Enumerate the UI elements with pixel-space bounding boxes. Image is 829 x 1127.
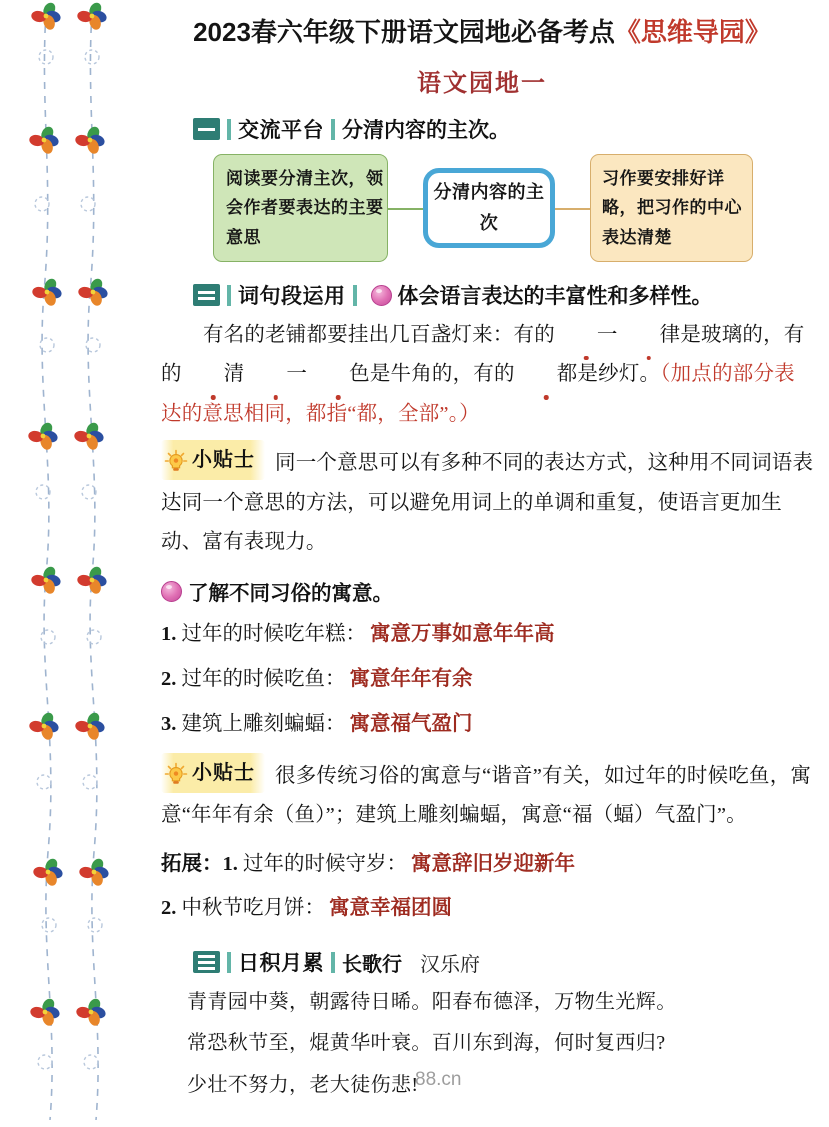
extension-item-number: 2. — [161, 897, 177, 920]
section-three-header — [193, 947, 829, 977]
poem-author: 汉乐府 — [420, 953, 480, 976]
tip-chip — [161, 753, 265, 793]
purple-dot-icon — [161, 581, 182, 602]
page-content — [135, 0, 829, 1122]
section-number-two-icon — [193, 284, 220, 306]
page-title-highlight: 《思维导园》 — [614, 17, 771, 47]
extension-item-question: 过年的时候守岁： — [243, 852, 407, 875]
mindmap-node-right: 习作要安排好详略，把习作的中心表达清楚 — [590, 154, 753, 262]
mindmap-connector-right — [555, 208, 590, 210]
tip-label: 小贴士 — [192, 449, 255, 472]
emphasis-char: 色 — [307, 355, 370, 394]
tip-label: 小贴士 — [192, 761, 255, 784]
extension-item-answer: 寓意辞旧岁迎新年 — [411, 852, 575, 875]
list-item-question: 建筑上雕刻蝙蝠： — [181, 712, 346, 735]
section-one-header — [193, 114, 829, 144]
list-item-number: 2. — [161, 668, 177, 691]
list-item — [161, 664, 829, 696]
emphasis-char: 清 — [182, 355, 245, 394]
divider-bar — [353, 285, 357, 306]
list-item-number: 1. — [161, 623, 177, 646]
extension-item — [161, 849, 829, 881]
lightbulb-icon — [163, 448, 189, 472]
page-title-main: 2023春六年级下册语文园地必备考点 — [193, 17, 615, 47]
list-item-question: 过年的时候吃年糕： — [181, 623, 366, 646]
decorative-border — [0, 0, 135, 1122]
section-one-desc: 分清内容的主次。 — [342, 119, 510, 142]
poem-line: 常恐秋节至，焜黄华叶衰。百川东到海，何时复西归? — [187, 1032, 666, 1055]
mindmap-node-left: 阅读要分清主次，领会作者要表达的主要意思 — [213, 154, 388, 262]
poem-title: 长歌行 — [342, 953, 402, 976]
emphasis-char: 一 — [555, 316, 618, 355]
mindmap-diagram — [135, 154, 829, 264]
divider-bar — [227, 952, 231, 973]
divider-bar — [331, 952, 335, 973]
example-paragraph: 有名的老铺都要挂出几百盏灯来：有的 一 律是玻璃的，有的 清 一 色是牛角的，有的 都是纱灯。（加点的部分表达的意思相同，都指“都，全部”。） — [135, 316, 829, 434]
section-two-header — [193, 280, 829, 310]
list-item-answer: 寓意年年有余 — [349, 668, 473, 691]
poem-line: 少壮不努力，老大徒伤悲! — [187, 1073, 419, 1096]
extension-item-number: 1. — [222, 852, 238, 875]
section-one-title: 交流平台 — [238, 119, 324, 142]
extension-item-question: 中秋节吃月饼： — [181, 897, 325, 920]
extension-item-answer: 寓意幸福团圆 — [329, 897, 452, 920]
section-two-point-two-header — [161, 576, 829, 606]
list-item-number: 3. — [161, 712, 177, 735]
mindmap-node-center: 分清内容的主次 — [423, 168, 555, 248]
extension-item — [161, 893, 829, 925]
section-number-one-icon — [193, 118, 220, 140]
tip-one-text: 同一个意思可以有多种不同的表达方式，这种用不同词语表达同一个意思的方法，可以避免用词上的单调和重复，使语言更加生动、富有表现力。 — [161, 452, 814, 553]
watermark: 88.cn — [415, 1069, 462, 1090]
tip-one — [135, 440, 829, 562]
emphasis-char: 都 — [515, 355, 578, 394]
list-item-answer: 寓意万事如意年年高 — [370, 623, 555, 646]
page-subtitle: 语文园地一 — [417, 71, 547, 97]
tip-chip — [161, 440, 265, 480]
section-two-point-two-heading: 了解不同习俗的寓意。 — [188, 583, 393, 606]
section-three-title: 日积月累 — [238, 952, 324, 976]
list-item — [161, 709, 829, 741]
purple-dot-icon — [371, 285, 392, 306]
tip-two — [135, 753, 829, 836]
divider-bar — [331, 119, 335, 140]
section-number-three-icon — [193, 951, 220, 973]
poem-line: 青青园中葵，朝露待日晞。阳春布德泽，万物生光辉。 — [187, 991, 677, 1014]
list-item-answer: 寓意福气盈门 — [349, 712, 473, 735]
list-item — [161, 619, 829, 651]
mindmap-connector-left — [388, 208, 423, 210]
divider-bar — [227, 119, 231, 140]
example-note: （加点的部分表达的意思相同，都指“都，全部”。） — [161, 363, 795, 425]
divider-bar — [227, 285, 231, 306]
emphasis-char: 一 — [244, 355, 307, 394]
section-two-point-one-heading: 体会语言表达的丰富性和多样性。 — [397, 285, 713, 308]
lightbulb-icon — [163, 761, 189, 785]
tip-two-text: 很多传统习俗的寓意与“谐音”有关，如过年的时候吃鱼，寓意“年年有余（鱼）”；建筑上雕刻蝙蝠，寓意“福（蝠）气盈门”。 — [161, 764, 812, 827]
list-item-question: 过年的时候吃鱼： — [181, 668, 346, 691]
emphasis-char: 律 — [618, 316, 681, 355]
section-two-title: 词句段运用 — [238, 285, 346, 308]
page-title — [135, 12, 829, 49]
extension-label: 拓展： — [161, 852, 223, 875]
